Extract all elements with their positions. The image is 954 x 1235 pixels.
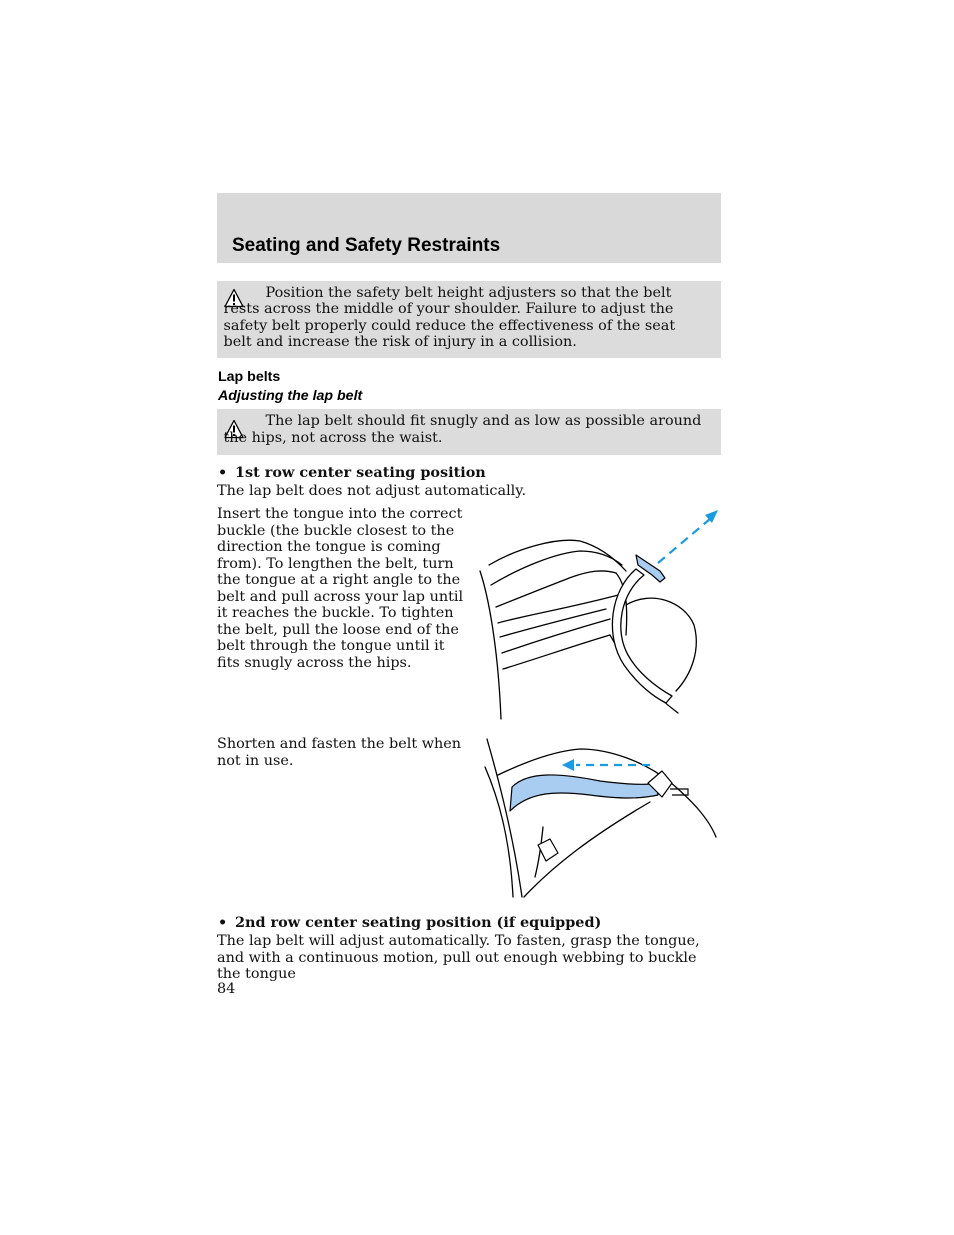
section-heading-lap-belts: Lap belts <box>218 369 281 385</box>
bullet-marker: • <box>218 914 228 931</box>
page-title: Seating and Safety Restraints <box>232 235 501 256</box>
body-text-auto-adjust: The lap belt will adjust automatically. To fasten, grasp the tongue, and with a continuous motion, pull out enough webbing to buckle the tongue <box>217 933 700 982</box>
subsection-heading-adjusting: Adjusting the lap belt <box>218 388 363 404</box>
body-text-shorten: Shorten and fasten the belt when not in use. <box>217 736 462 769</box>
lap-belt-lengthen-illustration <box>476 505 722 722</box>
bullet-heading-text: 2nd row center seating position (if equipped) <box>235 914 602 931</box>
page-number: 84 <box>217 981 236 997</box>
body-text-no-auto-adjust: The lap belt does not adjust automatically. <box>217 483 527 499</box>
warning-box-lap-belt-fit <box>217 409 721 455</box>
bullet-heading-2nd-row <box>218 915 601 932</box>
warning-text: The lap belt should fit snugly and as low as possible around the hips, not across the waist. <box>223 413 702 446</box>
warning-text: Position the safety belt height adjusters so that the belt rests across the middle of your shoulder. Failure to adjust the safety belt properly could reduce the effectiveness of the seat belt and increase the risk of injury in a collision. <box>223 284 676 350</box>
bullet-heading-1st-row <box>218 465 486 482</box>
body-text-insert-tongue: Insert the tongue into the correct buckle (the buckle closest to the direction the tongue is coming from). To lengthen the belt, turn the tongue at a right angle to the belt and pull across your lap until it reaches the buckle. To tighten the belt, pull the loose end of the belt through the tongue until it fits snugly across the hips. <box>217 506 464 671</box>
section-header-band <box>217 193 721 263</box>
bullet-heading-text: 1st row center seating position <box>235 464 486 481</box>
bullet-marker: • <box>218 464 228 481</box>
lap-belt-shorten-illustration <box>480 737 722 902</box>
warning-box-height-adjusters <box>217 281 721 358</box>
